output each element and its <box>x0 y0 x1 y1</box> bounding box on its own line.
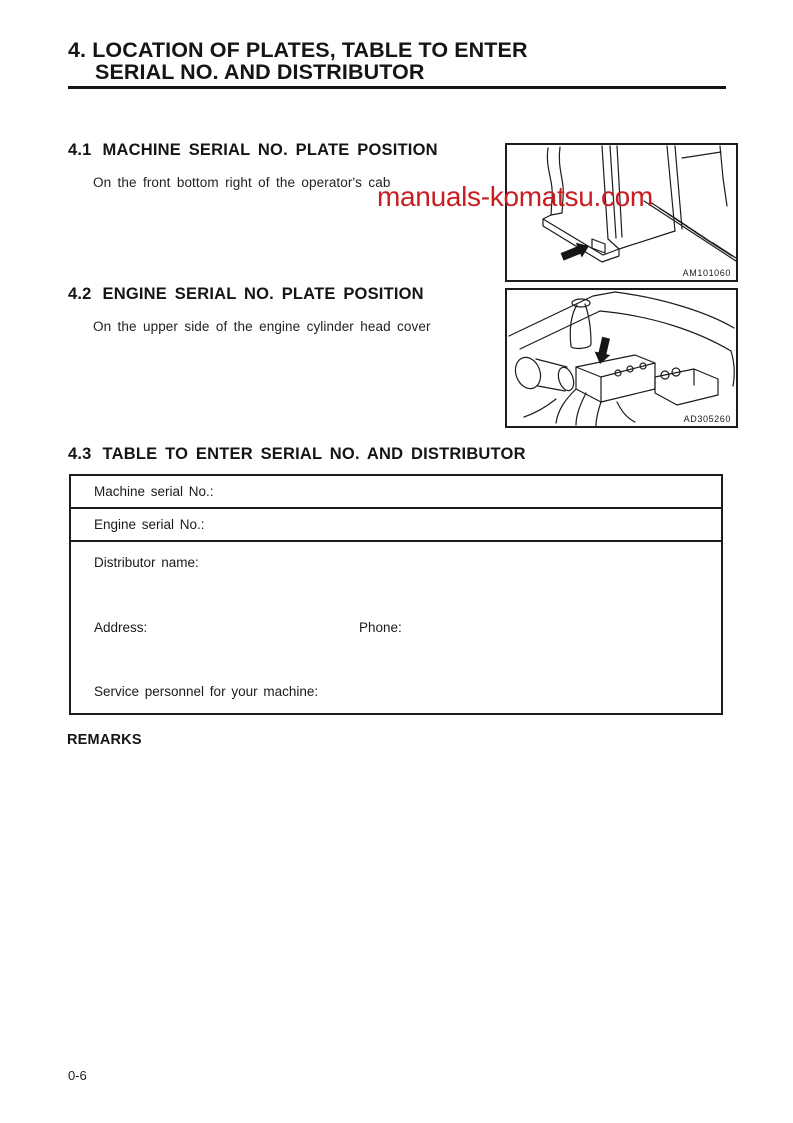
phone-label: Phone: <box>359 620 402 635</box>
section-4-3-number: 4.3 <box>68 445 92 463</box>
page-number: 0-6 <box>68 1068 87 1083</box>
section-4-2-title: ENGINE SERIAL NO. PLATE POSITION <box>102 285 424 303</box>
serial-entry-table <box>69 474 723 715</box>
table-row-engine-serial <box>71 509 721 542</box>
table-row-distributor <box>71 542 721 713</box>
service-personnel-label: Service personnel for your machine: <box>94 684 319 699</box>
section-4-1-title: MACHINE SERIAL NO. PLATE POSITION <box>102 141 438 159</box>
section-4-3-title: TABLE TO ENTER SERIAL NO. AND DISTRIBUTOR <box>102 445 526 463</box>
section-4-1-number: 4.1 <box>68 141 92 159</box>
machine-serial-label: Machine serial No.: <box>94 484 214 499</box>
engine-figure-frame <box>505 288 738 428</box>
section-4-2-heading <box>68 285 424 304</box>
engine-serial-label: Engine serial No.: <box>94 517 205 532</box>
section-4-2-body: On the upper side of the engine cylinder head cover <box>93 319 431 334</box>
distributor-name-label: Distributor name: <box>94 555 199 570</box>
section-4-2-number: 4.2 <box>68 285 92 303</box>
section-4-1-body: On the front bottom right of the operator's cab <box>93 175 391 190</box>
cab-plate-arrow-icon <box>559 239 592 265</box>
remarks-heading: REMARKS <box>67 732 142 748</box>
watermark-text: manuals-komatsu.com <box>377 181 653 212</box>
cab-figure-label: AM101060 <box>682 268 731 278</box>
engine-plate-arrow-icon <box>592 336 614 366</box>
page-title-line1: 4. LOCATION OF PLATES, TABLE TO ENTER <box>68 38 528 62</box>
page-title-line2: SERIAL NO. AND DISTRIBUTOR <box>95 60 425 84</box>
title-underline <box>68 86 726 89</box>
section-4-1-heading <box>68 141 438 160</box>
section-4-3-heading <box>68 445 526 464</box>
page-title <box>68 39 528 83</box>
address-label: Address: <box>94 620 148 635</box>
table-row-machine-serial <box>71 476 721 509</box>
engine-figure-label: AD305260 <box>683 414 731 424</box>
engine-illustration <box>507 290 736 426</box>
